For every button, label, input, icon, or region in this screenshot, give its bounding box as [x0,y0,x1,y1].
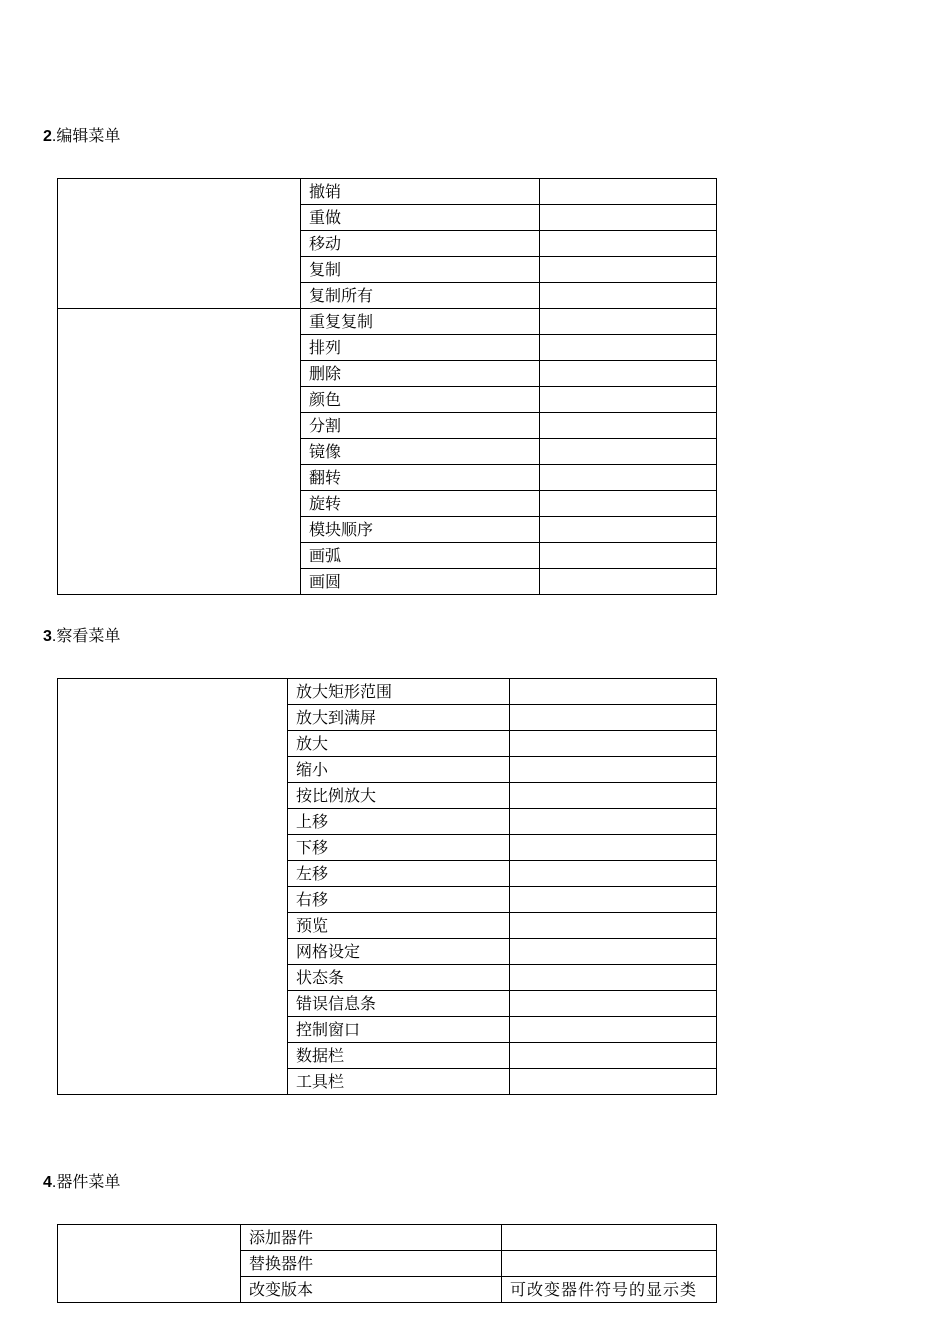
table-row [58,1225,717,1251]
menu-item-name: 撤销 [301,179,540,205]
section-separator: . [51,128,57,145]
menu-item-name: 分割 [301,413,540,439]
menu-item-note [540,517,717,543]
menu-item-note [502,1251,717,1277]
menu-item-name: 缩小 [288,757,510,783]
menu-item-name: 错误信息条 [288,991,510,1017]
menu-item-note [510,705,717,731]
parts-menu-table [57,1224,717,1303]
menu-item-note [540,413,717,439]
menu-item-name: 重复复制 [301,309,540,335]
menu-item-note [540,543,717,569]
section-heading-parts-menu [43,1173,120,1193]
table-row [58,679,717,705]
view-menu-table [57,678,717,1095]
edit-menu-table [57,178,717,595]
menu-item-name: 移动 [301,231,540,257]
section-title: 察看菜单 [56,628,121,645]
menu-item-note: 可改变器件符号的显示类 [502,1277,717,1303]
menu-item-name: 画弧 [301,543,540,569]
section-title: 编辑菜单 [56,128,121,145]
menu-item-note [540,491,717,517]
menu-item-name: 状态条 [288,965,510,991]
menu-item-name: 替换器件 [241,1251,502,1277]
menu-item-name: 数据栏 [288,1043,510,1069]
menu-item-name: 按比例放大 [288,783,510,809]
section-number: 4 [43,1174,52,1191]
menu-item-note [540,439,717,465]
menu-item-note [540,283,717,309]
menu-item-note [540,231,717,257]
menu-item-note [510,965,717,991]
menu-item-name: 网格设定 [288,939,510,965]
section-number: 2 [43,128,52,145]
menu-item-note [540,465,717,491]
menu-item-note [510,861,717,887]
menu-item-name: 画圆 [301,569,540,595]
menu-item-name: 工具栏 [288,1069,510,1095]
menu-item-name: 镜像 [301,439,540,465]
menu-item-name: 删除 [301,361,540,387]
group-label-cell [58,679,288,1095]
group-label-cell [58,1225,241,1303]
menu-item-name: 放大矩形范围 [288,679,510,705]
menu-item-note [540,309,717,335]
menu-item-note [540,361,717,387]
menu-item-name: 翻转 [301,465,540,491]
menu-item-note [540,387,717,413]
menu-item-note [510,913,717,939]
menu-item-note [540,569,717,595]
menu-item-name: 预览 [288,913,510,939]
menu-item-name: 右移 [288,887,510,913]
menu-item-name: 模块顺序 [301,517,540,543]
section-number: 3 [43,628,52,645]
menu-item-note [510,757,717,783]
group-label-cell [58,179,301,309]
group-label-cell [58,309,301,595]
section-heading-view-menu [43,627,120,647]
menu-item-note [510,939,717,965]
section-separator: . [51,628,57,645]
menu-item-note [510,835,717,861]
table-row [58,309,717,335]
menu-item-note [510,679,717,705]
menu-item-name: 添加器件 [241,1225,502,1251]
menu-table-body [58,679,717,1095]
menu-item-name: 控制窗口 [288,1017,510,1043]
menu-item-note [502,1225,717,1251]
menu-item-name: 放大到满屏 [288,705,510,731]
menu-item-name: 复制所有 [301,283,540,309]
menu-item-name: 放大 [288,731,510,757]
section-title: 器件菜单 [56,1174,121,1191]
menu-item-note [540,335,717,361]
section-separator: . [51,1174,57,1191]
menu-item-name: 旋转 [301,491,540,517]
menu-item-note [540,257,717,283]
table-row [58,179,717,205]
menu-item-note [510,809,717,835]
menu-item-note [510,887,717,913]
menu-item-note [540,205,717,231]
section-heading-edit-menu [43,127,120,147]
menu-item-name: 复制 [301,257,540,283]
menu-item-note [540,179,717,205]
menu-item-note [510,1069,717,1095]
menu-item-name: 重做 [301,205,540,231]
menu-item-note [510,783,717,809]
menu-item-name: 上移 [288,809,510,835]
menu-item-name: 左移 [288,861,510,887]
menu-item-note [510,1017,717,1043]
menu-item-name: 颜色 [301,387,540,413]
menu-item-note [510,1043,717,1069]
menu-item-note [510,991,717,1017]
menu-table-body [58,1225,717,1303]
menu-item-name: 改变版本 [241,1277,502,1303]
menu-item-name: 下移 [288,835,510,861]
menu-item-name: 排列 [301,335,540,361]
menu-table-body [58,179,717,595]
menu-item-note [510,731,717,757]
